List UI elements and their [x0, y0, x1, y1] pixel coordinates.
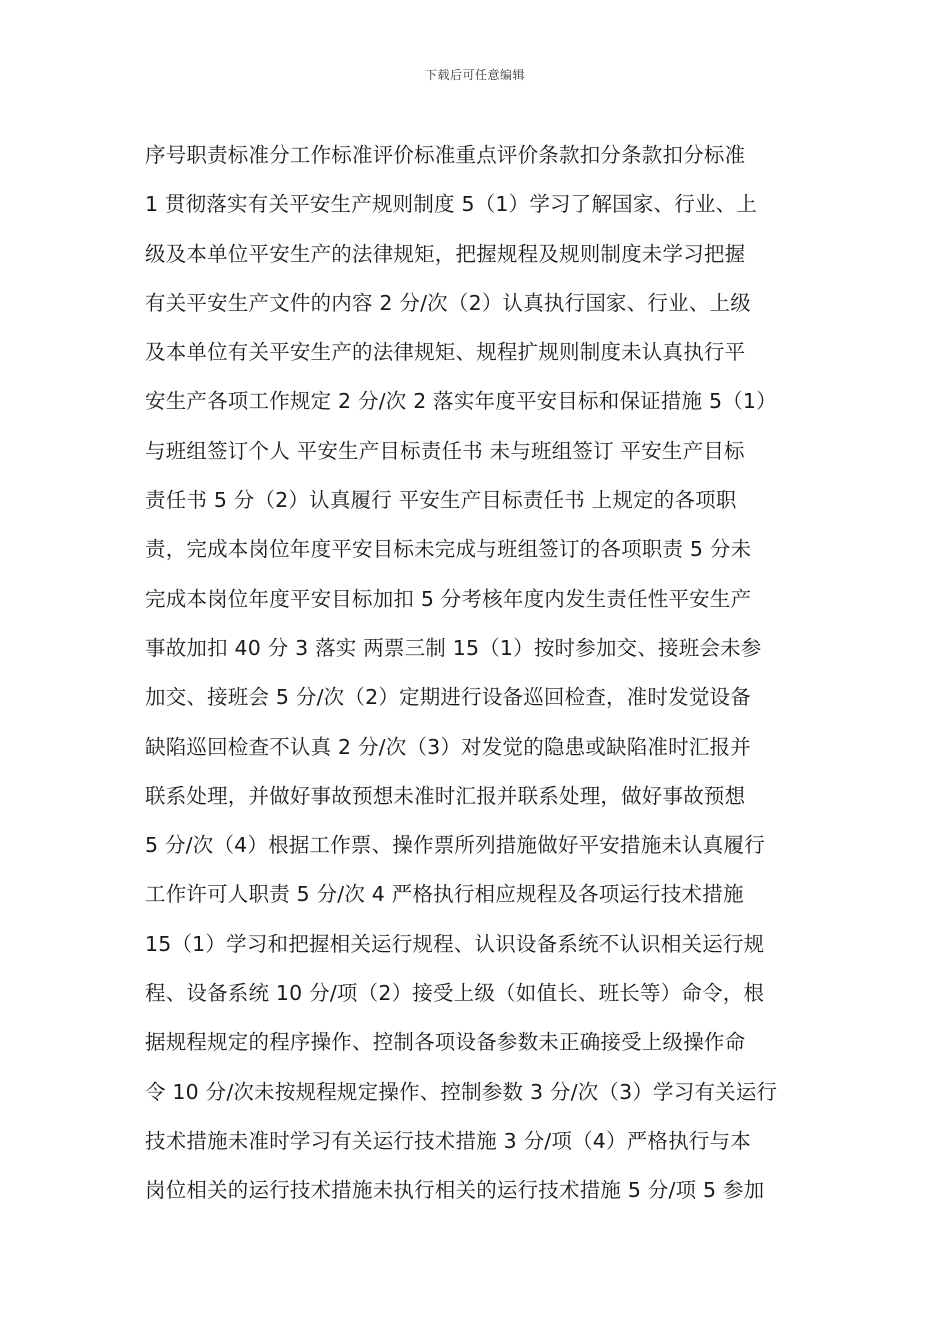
text-line: 缺陷巡回检查不认真 2 分/次（3）对发觉的隐患或缺陷准时汇报并 — [145, 734, 751, 759]
text-line: 1 贯彻落实有关平安生产规则制度 5（1）学习了解国家、行业、上 — [145, 192, 758, 217]
text-line: 有关平安生产文件的内容 2 分/次（2）认真执行国家、行业、上级 — [145, 290, 751, 315]
text-line: 据规程规定的程序操作、控制各项设备参数未正确接受上级操作命 — [145, 1030, 746, 1055]
text-line: 加交、接班会 5 分/次（2）定期进行设备巡回检查，准时发觉设备 — [145, 685, 751, 710]
text-line: 安生产各项工作规定 2 分/次 2 落实年度平安目标和保证措施 5（1） — [145, 389, 777, 414]
text-line: 岗位相关的运行技术措施未执行相关的运行技术措施 5 分/项 5 参加 — [145, 1178, 765, 1203]
text-line: 事故加扣 40 分 3 落实 两票三制 15（1）按时参加交、接班会未参 — [145, 635, 762, 660]
text-line: 联系处理，并做好事故预想未准时汇报并联系处理，做好事故预想 — [145, 783, 746, 808]
header-note: 下载后可任意编辑 — [424, 68, 525, 82]
text-line: 责任书 5 分（2）认真履行 平安生产目标责任书 上规定的各项职 — [145, 488, 737, 513]
body-text — [145, 131, 811, 1216]
text-line: 令 10 分/次未按规程规定操作、控制参数 3 分/次（3）学习有关运行 — [145, 1079, 778, 1104]
text-line: 级及本单位平安生产的法律规矩，把握规程及规则制度未学习把握 — [145, 241, 746, 266]
text-line: 5 分/次（4）根据工作票、操作票所列措施做好平安措施未认真履行 — [145, 833, 765, 858]
text-line: 及本单位有关平安生产的法律规矩、规程扩规则制度未认真执行平 — [145, 340, 746, 365]
text-line: 责，完成本岗位年度平安目标未完成与班组签订的各项职责 5 分未 — [145, 537, 752, 562]
text-line: 与班组签订个人 平安生产目标责任书 未与班组签订 平安生产目标 — [145, 438, 745, 463]
text-line: 程、设备系统 10 分/项（2）接受上级（如值长、班长等）命令，根 — [145, 981, 765, 1006]
text-line: 15（1）学习和把握相关运行规程、认识设备系统不认识相关运行规 — [145, 931, 765, 956]
text-line: 工作许可人职责 5 分/次 4 严格执行相应规程及各项运行技术措施 — [145, 882, 744, 907]
text-line: 完成本岗位年度平安目标加扣 5 分考核年度内发生责任性平安生产 — [145, 586, 752, 611]
text-line: 技术措施未准时学习有关运行技术措施 3 分/项（4）严格执行与本 — [145, 1128, 751, 1153]
text-line: 序号职责标准分工作标准评价标准重点评价条款扣分条款扣分标准 — [145, 143, 746, 167]
